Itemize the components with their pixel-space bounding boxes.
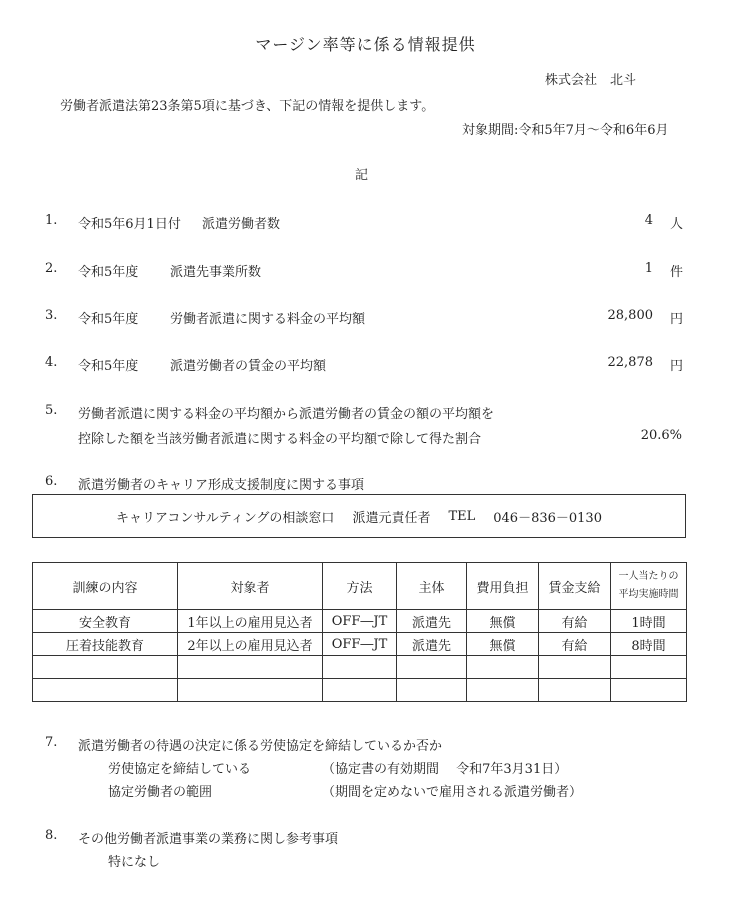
career-support-box [32, 494, 686, 538]
item-label: 派遣労働者の賃金の平均額 [170, 359, 327, 374]
intro-text: 労働者派遣法第23条第5項に基づき、下記の情報を提供します。 [60, 99, 435, 114]
item5-line1: 労働者派遣に関する料金の平均額から派遣労働者の賃金の額の平均額を [78, 407, 495, 422]
item-period: 令和5年度 [78, 312, 139, 327]
cell-target: 2年以上の雇用見込者 [178, 633, 323, 656]
table-header-row [33, 563, 687, 610]
cell-subject: 派遣先 [397, 610, 467, 633]
cell-subject [397, 679, 467, 702]
item-number: 2. [45, 261, 58, 276]
company-name: 株式会社 北斗 [545, 73, 637, 88]
cell-hours: 8時間 [611, 633, 687, 656]
table-row [33, 656, 687, 679]
item-value: 1 [644, 261, 653, 276]
table-row [33, 679, 687, 702]
table-row [33, 610, 687, 633]
cell-target [178, 679, 323, 702]
header-hours [611, 563, 687, 610]
tel-label: TEL [448, 508, 476, 524]
page-title: マージン率等に係る情報提供 [255, 35, 476, 54]
cell-wage [539, 679, 611, 702]
item8-label: その他労働者派遣事業の業務に関し参考事項 [78, 832, 339, 847]
cell-subject [397, 656, 467, 679]
item7-sub2-value: （期間を定めないで雇用される派遣労働者） [322, 785, 583, 800]
item-number: 7. [45, 735, 58, 750]
cell-cost: 無償 [467, 633, 539, 656]
cell-cost [467, 679, 539, 702]
cell-target: 1年以上の雇用見込者 [178, 610, 323, 633]
header-hours-line2: 平均実施時間 [618, 589, 679, 600]
cell-subject: 派遣先 [397, 633, 467, 656]
header-wage: 賃金支給 [539, 563, 611, 610]
item-number: 1. [45, 213, 58, 228]
item-unit: 円 [670, 359, 684, 374]
cell-target [178, 656, 323, 679]
item7-sub1-label: 労使協定を締結している [108, 762, 252, 777]
cell-method [323, 679, 397, 702]
item6-label: 派遣労働者のキャリア形成支援制度に関する事項 [78, 478, 365, 493]
header-method: 方法 [323, 563, 397, 610]
item-number: 5. [45, 403, 58, 418]
item-number: 6. [45, 474, 58, 489]
cell-hours [611, 679, 687, 702]
cell-method [323, 656, 397, 679]
item7-label: 派遣労働者の待遇の決定に係る労使協定を締結しているか否か [78, 739, 443, 754]
item7-sub1-value: （協定書の有効期間 令和7年3月31日） [322, 762, 568, 777]
item-period: 令和5年度 [78, 359, 139, 374]
ki-heading: 記 [355, 168, 369, 183]
training-table [32, 562, 687, 702]
item8-sub: 特になし [108, 855, 161, 870]
cell-wage: 有給 [539, 633, 611, 656]
item7-sub2-label: 協定労働者の範囲 [108, 785, 213, 800]
cell-cost: 無償 [467, 610, 539, 633]
item-unit: 人 [670, 217, 684, 232]
item-value: 22,878 [607, 355, 653, 370]
cell-content: 圧着技能教育 [33, 633, 178, 656]
consultation-counter: キャリアコンサルティングの相談窓口 [116, 510, 335, 526]
cell-hours: 1時間 [611, 610, 687, 633]
cell-cost [467, 656, 539, 679]
header-content: 訓練の内容 [33, 563, 178, 610]
item-unit: 件 [670, 265, 684, 280]
item-period: 令和5年6月1日付 [78, 217, 181, 232]
item-value: 28,800 [607, 308, 653, 323]
item-label: 派遣労働者数 [202, 217, 281, 232]
item-period: 令和5年度 [78, 265, 139, 280]
item5-value: 20.6% [640, 428, 682, 443]
cell-content [33, 656, 178, 679]
item-number: 4. [45, 355, 58, 370]
header-hours-line1: 一人当たりの [618, 571, 679, 582]
cell-wage: 有給 [539, 610, 611, 633]
item-value: 4 [644, 213, 653, 228]
item-number: 8. [45, 828, 58, 843]
target-period: 対象期間:令和5年7月～令和6年6月 [462, 123, 669, 138]
item-label: 派遣先事業所数 [170, 265, 262, 280]
table-row [33, 633, 687, 656]
cell-method: OFF―JT [323, 633, 397, 656]
cell-hours [611, 656, 687, 679]
cell-method: OFF―JT [323, 610, 397, 633]
cell-content: 安全教育 [33, 610, 178, 633]
item-unit: 円 [670, 312, 684, 327]
header-subject: 主体 [397, 563, 467, 610]
item-number: 3. [45, 308, 58, 323]
cell-content [33, 679, 178, 702]
responsible-person: 派遣元責任者 [352, 510, 431, 526]
tel-number: 046－836－0130 [493, 510, 602, 526]
item-label: 労働者派遣に関する料金の平均額 [170, 312, 366, 327]
item5-line2: 控除した額を当該労働者派遣に関する料金の平均額で除して得た割合 [78, 432, 482, 447]
cell-wage [539, 656, 611, 679]
header-cost: 費用負担 [467, 563, 539, 610]
header-target: 対象者 [178, 563, 323, 610]
